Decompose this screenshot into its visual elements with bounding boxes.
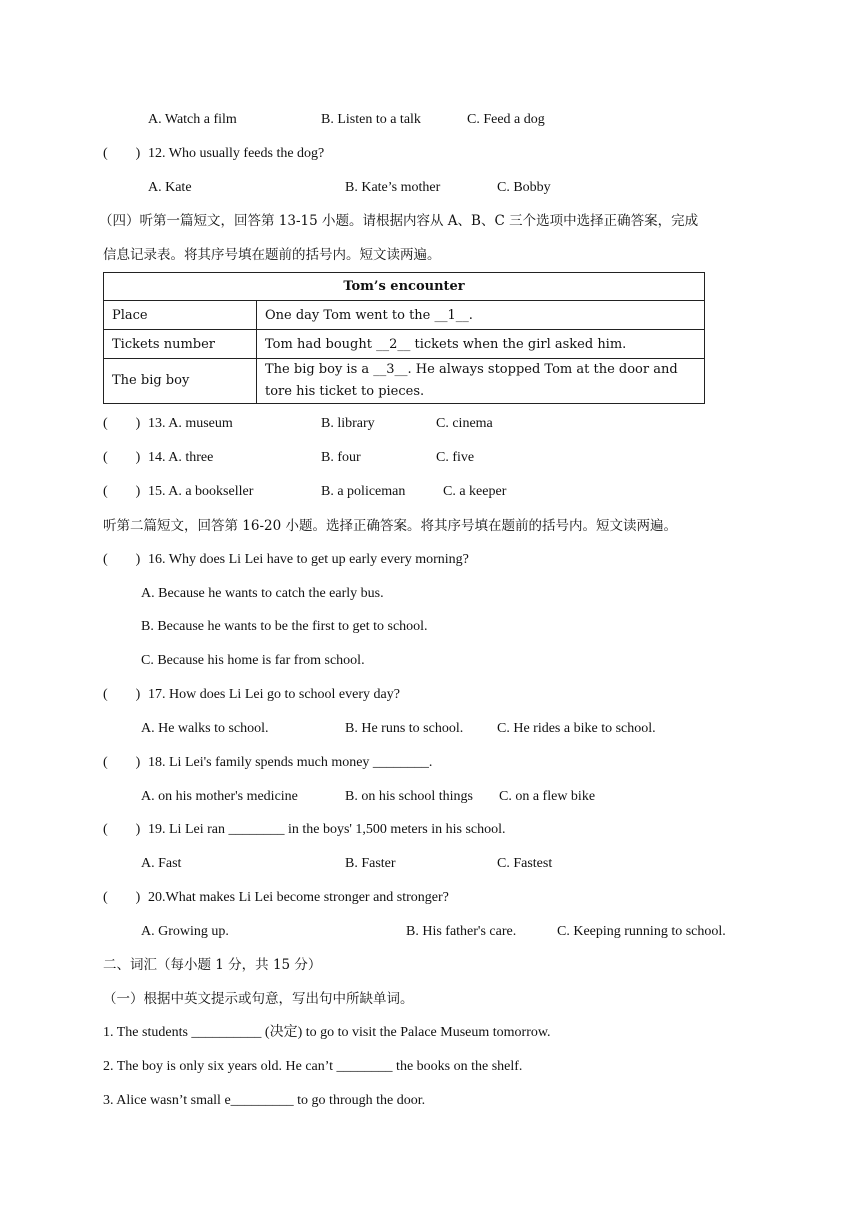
q19-option-b: B. Faster — [345, 856, 396, 871]
q13-answer-blank[interactable]: ( ) — [103, 416, 141, 431]
q17-option-c: C. He rides a bike to school. — [497, 721, 656, 736]
q18-answer-blank[interactable]: ( ) — [103, 755, 141, 770]
q19-stem: 19. Li Lei ran ________ in the boys' 1,500 meters in his school. — [148, 822, 506, 837]
q15-option-c: C. a keeper — [443, 484, 507, 499]
part2-subheading: （一）根据中英文提示或句意，写出句中所缺单词。 — [103, 991, 414, 1007]
q18-option-c: C. on a flew bike — [499, 789, 596, 804]
q12-option-a: A. Kate — [148, 180, 192, 195]
q14-stem: 14. A. three — [148, 450, 214, 465]
q15-option-b: B. a policeman — [321, 484, 406, 499]
table-row-content: Tom had bought __2__ tickets when the girl asked him. — [257, 330, 705, 359]
q13-option-c: C. cinema — [436, 416, 493, 431]
q14-option-c: C. five — [436, 450, 475, 465]
q20-stem: 20.What makes Li Lei become stronger and stronger? — [148, 890, 449, 905]
q15-stem: 15. A. a bookseller — [148, 484, 254, 499]
q16-option-a: A. Because he wants to catch the early bus. — [141, 586, 384, 601]
q18-stem: 18. Li Lei's family spends much money ________. — [148, 755, 433, 770]
q13-stem: 13. A. museum — [148, 416, 233, 431]
q14-answer-blank[interactable]: ( ) — [103, 450, 141, 465]
q18-option-a: A. on his mother's medicine — [141, 789, 298, 804]
q20-option-b: B. His father's care. — [406, 924, 517, 939]
q12-stem: 12. Who usually feeds the dog? — [148, 146, 325, 161]
q17-option-b: B. He runs to school. — [345, 721, 464, 736]
part2-heading: 二、词汇（每小题 1 分，共 15 分） — [103, 957, 322, 973]
vocab-item-2: 2. The boy is only six years old. He can’t ________ the books on the shelf. — [103, 1059, 523, 1074]
table-row-content: One day Tom went to the __1__. — [257, 301, 705, 330]
table-row-label: Place — [104, 301, 257, 330]
section4-instruction-line1: （四）听第一篇短文，回答第 13-15 小题。请根据内容从 A、B、C 三个选项中选择正确答案，完成 — [99, 213, 699, 229]
toms-encounter-table — [103, 272, 705, 404]
q12-option-c: C. Bobby — [497, 180, 551, 195]
vocab-item-3: 3. Alice wasn’t small e_________ to go through the door. — [103, 1093, 426, 1108]
q16-answer-blank[interactable]: ( ) — [103, 552, 141, 567]
section4-instruction-line2: 信息记录表。将其序号填在题前的括号内。短文读两遍。 — [103, 247, 441, 263]
q14-option-b: B. four — [321, 450, 361, 465]
q20-answer-blank[interactable]: ( ) — [103, 890, 141, 905]
section5-instruction: 听第二篇短文，回答第 16-20 小题。选择正确答案。将其序号填在题前的括号内。短文读两遍。 — [103, 518, 677, 534]
q17-stem: 17. How does Li Lei go to school every day? — [148, 687, 400, 702]
q16-stem: 16. Why does Li Lei have to get up early every morning? — [148, 552, 469, 567]
q15-answer-blank[interactable]: ( ) — [103, 484, 141, 499]
q16-option-c: C. Because his home is far from school. — [141, 653, 365, 668]
q12-answer-blank[interactable]: ( ) — [103, 146, 141, 161]
vocab-item-1: 1. The students __________ (决定) to go to visit the Palace Museum tomorrow. — [103, 1025, 551, 1040]
q11-option-b: B. Listen to a talk — [321, 112, 421, 127]
table-title: Tom’s encounter — [104, 273, 705, 301]
q18-option-b: B. on his school things — [345, 789, 473, 804]
table-row — [104, 359, 705, 404]
q19-option-c: C. Fastest — [497, 856, 553, 871]
table-row — [104, 330, 705, 359]
table-row-label: Tickets number — [104, 330, 257, 359]
q13-option-b: B. library — [321, 416, 375, 431]
q11-option-c: C. Feed a dog — [467, 112, 545, 127]
q17-option-a: A. He walks to school. — [141, 721, 269, 736]
table-row — [104, 301, 705, 330]
q17-answer-blank[interactable]: ( ) — [103, 687, 141, 702]
q19-option-a: A. Fast — [141, 856, 182, 871]
q20-option-c: C. Keeping running to school. — [557, 924, 726, 939]
table-row-label: The big boy — [104, 359, 257, 404]
q20-option-a: A. Growing up. — [141, 924, 229, 939]
table-row-content: The big boy is a __3__. He always stopped Tom at the door and tore his ticket to pieces. — [257, 359, 705, 404]
q19-answer-blank[interactable]: ( ) — [103, 822, 141, 837]
q12-option-b: B. Kate’s mother — [345, 180, 441, 195]
q11-option-a: A. Watch a film — [148, 112, 237, 127]
q16-option-b: B. Because he wants to be the first to get to school. — [141, 619, 428, 634]
